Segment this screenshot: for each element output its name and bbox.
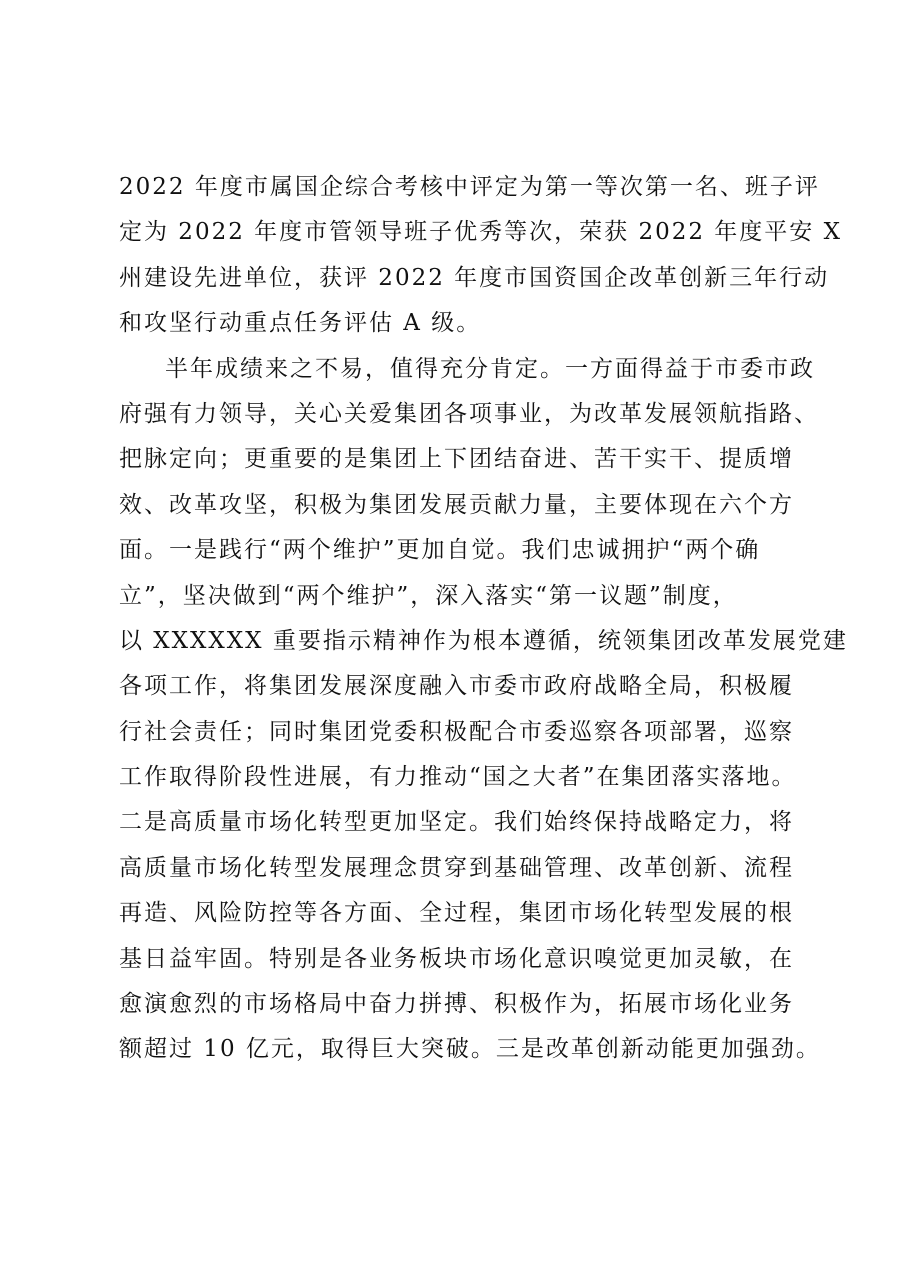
text-line: 二是高质量市场化转型更加坚定。我们始终保持战略定力，将 (119, 809, 794, 836)
text-line: 行社会责任；同时集团党委积极配合市委巡察各项部署，巡察 (119, 718, 794, 745)
text-line: 把脉定向；更重要的是集团上下团结奋进、苦干实干、提质增 (119, 446, 794, 473)
text-line: 定为 2022 年度市管领导班子优秀等次，荣获 2022 年度平安 X (119, 219, 842, 246)
text-line: 和攻坚行动重点任务评估 A 级。 (119, 310, 482, 337)
text-line: 立”，坚决做到“两个维护”，深入落实“第一议题”制度， (119, 582, 738, 609)
paragraph-1 (119, 165, 842, 347)
text-line: 面。一是践行“两个维护”更加自觉。我们忠诚拥护“两个确 (119, 537, 761, 564)
text-line: 府强有力领导，关心关爱集团各项事业，为改革发展领航指路、 (119, 400, 819, 427)
text-line: 基日益牢固。特别是各业务板块市场化意识嗅觉更加灵敏，在 (119, 945, 794, 972)
text-line: 高质量市场化转型发展理念贯穿到基础管理、改革创新、流程 (119, 854, 794, 881)
text-line: 再造、风险防控等各方面、全过程，集团市场化转型发展的根 (119, 900, 794, 927)
text-line: 2022 年度市属国企综合考核中评定为第一等次第一名、班子评 (119, 174, 820, 200)
text-line: 州建设先进单位，获评 2022 年度市国资国企改革创新三年行动 (119, 264, 830, 291)
text-line: 各项工作，将集团发展深度融入市委市政府战略全局，积极履 (119, 673, 794, 700)
paragraph-2 (119, 347, 848, 1073)
document-body (119, 165, 848, 1073)
text-line: 工作取得阶段性进展，有力推动“国之大者”在集团落实落地。 (119, 764, 797, 791)
text-line: 效、改革攻坚，积极为集团发展贡献力量，主要体现在六个方 (119, 491, 794, 518)
text-line: 额超过 10 亿元，取得巨大突破。三是改革创新动能更加强劲。 (119, 1036, 821, 1063)
text-line: 以 XXXXXX 重要指示精神作为根本遵循，统领集团改革发展党建 (119, 627, 848, 654)
text-line: 半年成绩来之不易，值得充分肯定。一方面得益于市委市政 (165, 355, 815, 382)
text-line: 愈演愈烈的市场格局中奋力拼搏、积极作为，拓展市场化业务 (119, 991, 794, 1018)
